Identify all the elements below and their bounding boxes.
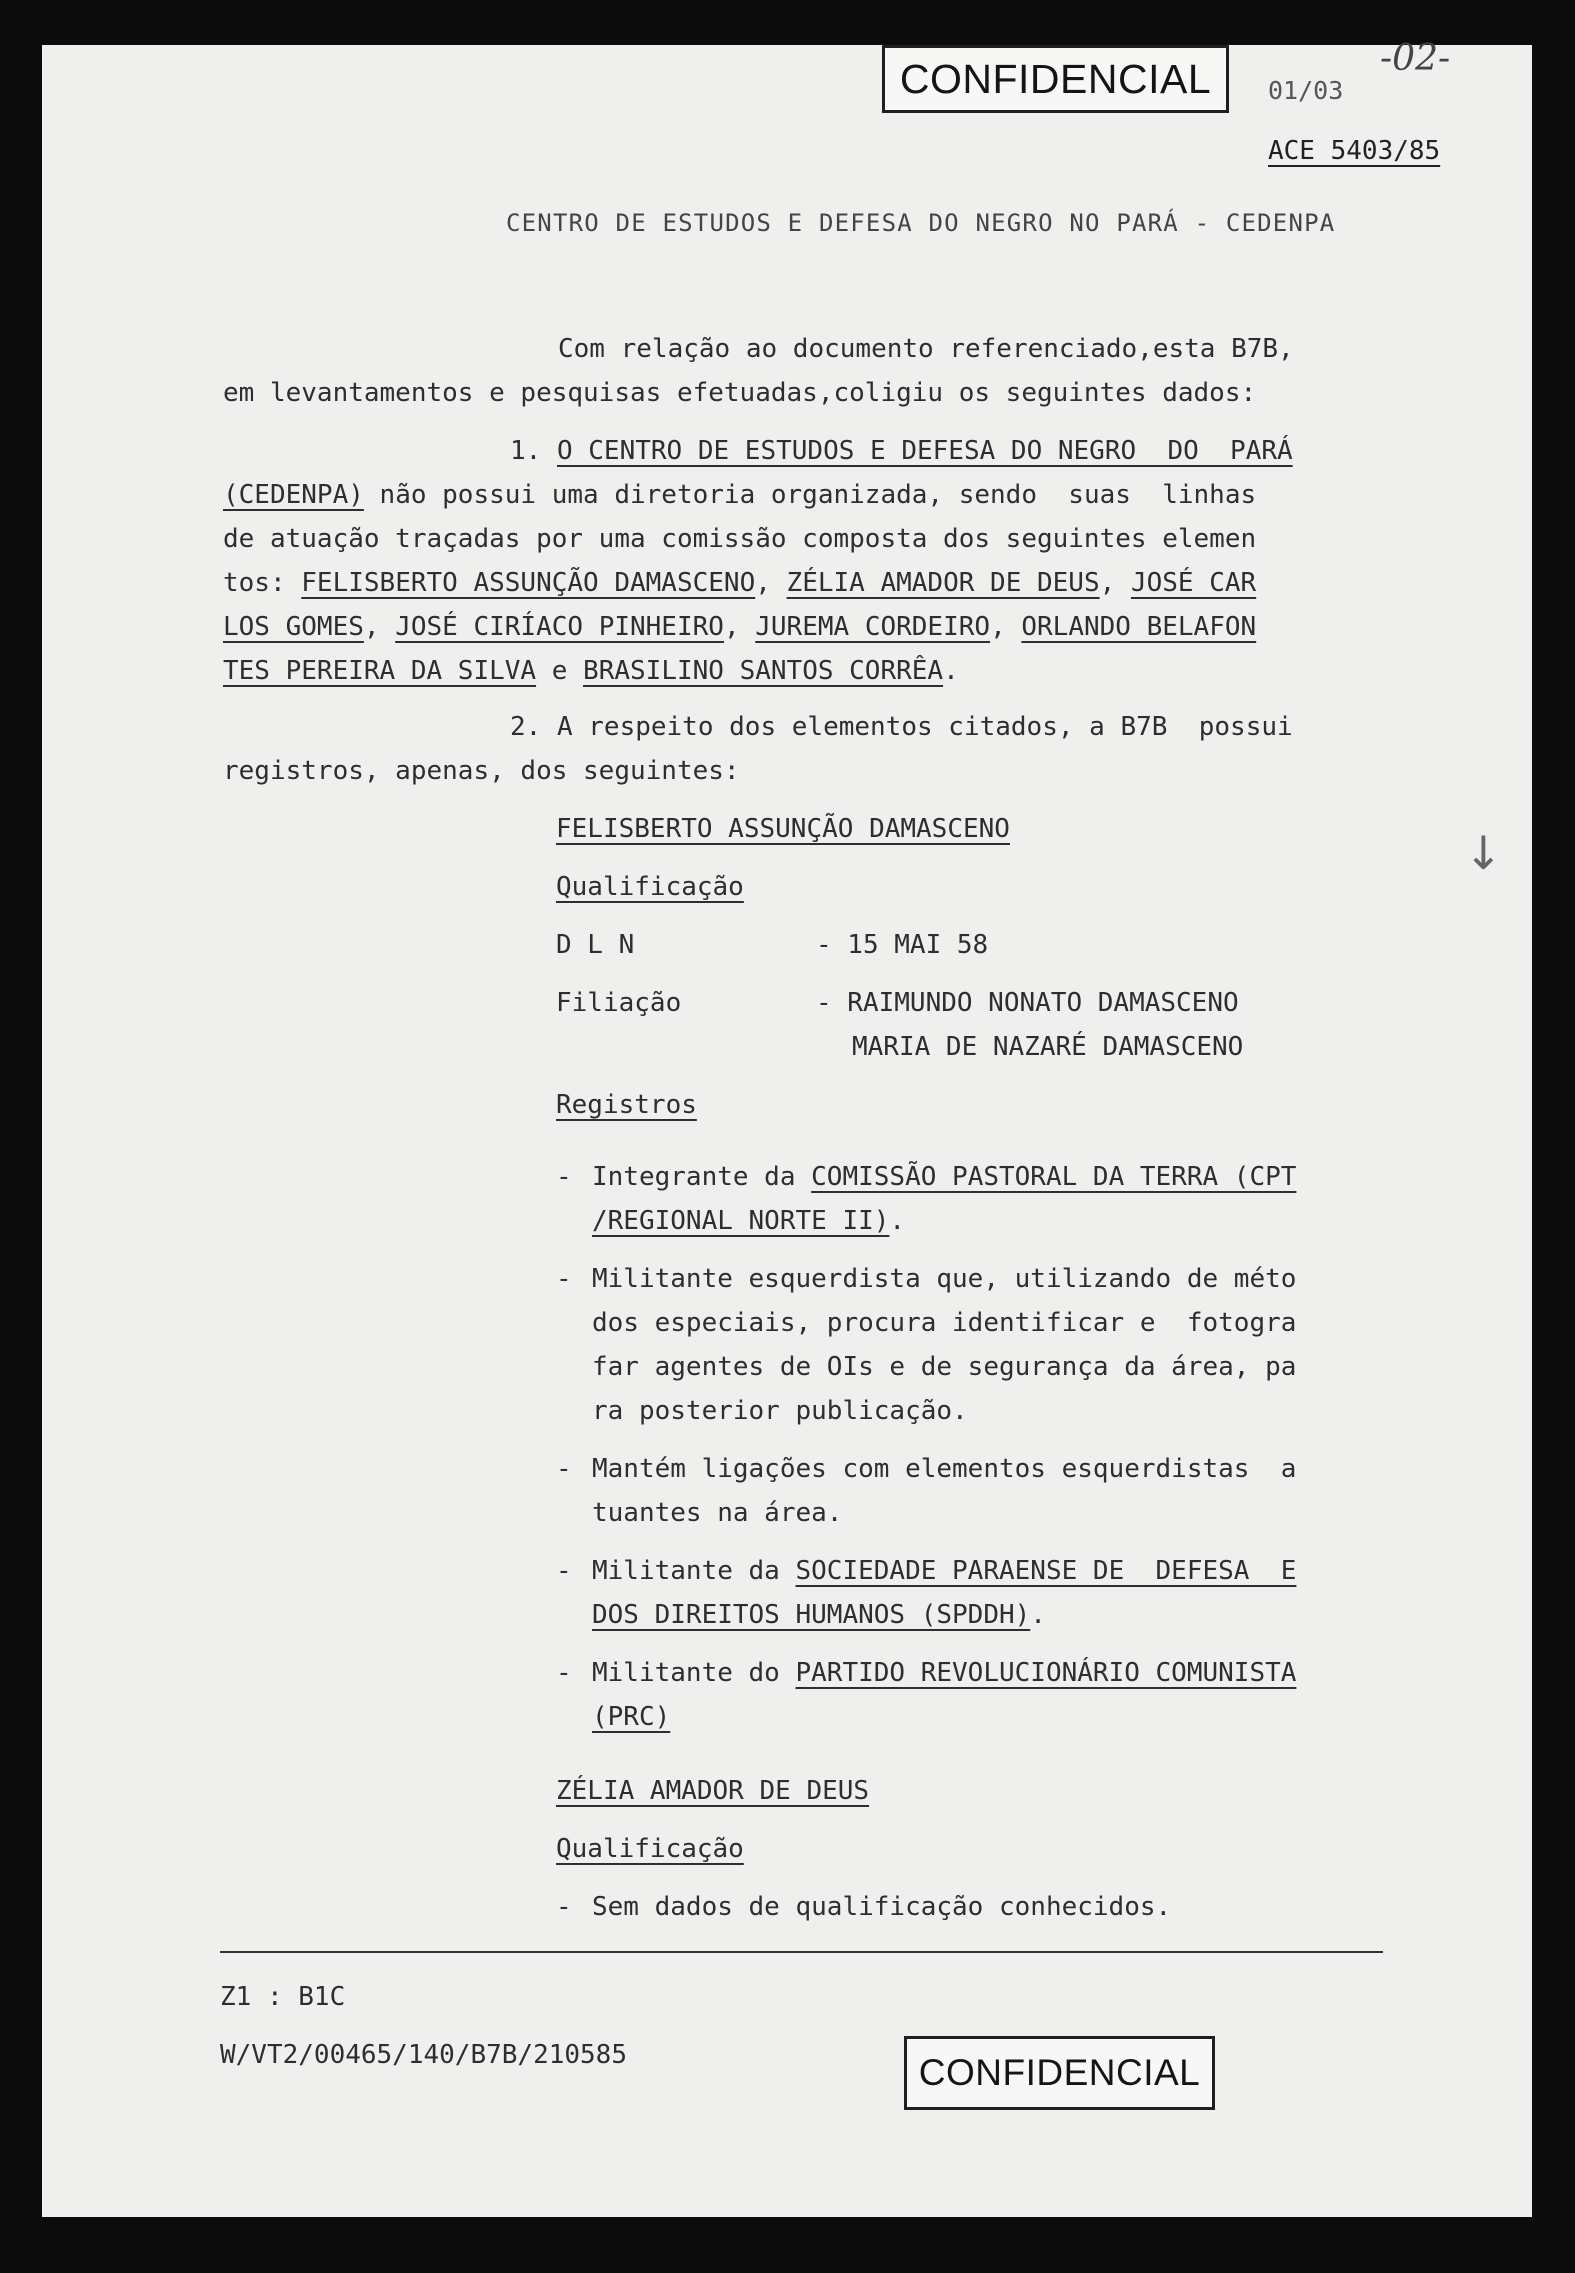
qualification-heading: Qualificação bbox=[556, 872, 744, 902]
org-name: PARTIDO REVOLUCIONÁRIO COMUNISTA bbox=[795, 1658, 1297, 1688]
text-run: Militante da bbox=[592, 1556, 796, 1586]
intro-line-1: Com relação ao documento referenciado,esta B7B, bbox=[558, 334, 1294, 364]
record-1-line-1 bbox=[592, 1162, 1296, 1192]
confidential-stamp-top: CONFIDENCIAL bbox=[882, 45, 1229, 113]
separator: , bbox=[363, 612, 396, 642]
filiacao-value-2: MARIA DE NAZARÉ DAMASCENO bbox=[852, 1032, 1244, 1062]
item-1-line-3: de atuação traçadas por uma comissão composta dos seguintes elemen bbox=[223, 524, 1257, 554]
qualification-heading: Qualificação bbox=[556, 1834, 744, 1864]
handwritten-page-mark: -02- bbox=[1380, 38, 1451, 79]
separator: , bbox=[755, 568, 787, 598]
item-1-line-5 bbox=[223, 612, 1256, 642]
org-name: DOS DIREITOS HUMANOS (SPDDH) bbox=[592, 1600, 1031, 1630]
record-4-dash: - bbox=[556, 1556, 572, 1586]
record-4-line-2 bbox=[592, 1600, 1046, 1630]
text-run: tos: bbox=[223, 568, 302, 598]
footer-rule bbox=[220, 1951, 1383, 1953]
text-run: . bbox=[889, 1206, 906, 1236]
ace-reference: ACE 5403/85 bbox=[1268, 136, 1441, 166]
person-2-name: ZÉLIA AMADOR DE DEUS bbox=[556, 1776, 870, 1806]
member-name: JOSÉ CIRÍACO PINHEIRO bbox=[395, 612, 724, 642]
record-2-line-1: Militante esquerdista que, utilizando de méto bbox=[592, 1264, 1297, 1294]
record-1-dash: - bbox=[556, 1162, 572, 1192]
item-2-line-2: registros, apenas, dos seguintes: bbox=[223, 756, 740, 786]
member-name: TES PEREIRA DA SILVA bbox=[223, 656, 537, 686]
member-name: JOSÉ CAR bbox=[1130, 568, 1257, 598]
page-number: 01/03 bbox=[1268, 76, 1344, 105]
record-5-dash: - bbox=[556, 1658, 572, 1688]
registros-heading: Registros bbox=[556, 1090, 697, 1120]
separator: , bbox=[990, 612, 1022, 642]
org-name: /REGIONAL NORTE II) bbox=[592, 1206, 890, 1236]
record-3-line-2: tuantes na área. bbox=[592, 1498, 843, 1528]
member-name: BRASILINO SANTOS CORRÊA bbox=[583, 656, 944, 686]
record-1-line-2 bbox=[592, 1206, 905, 1236]
member-name: JUREMA CORDEIRO bbox=[755, 612, 991, 642]
person-1-name: FELISBERTO ASSUNÇÃO DAMASCENO bbox=[556, 814, 1010, 844]
item-2-line-1: 2. A respeito dos elementos citados, a B7B possui bbox=[510, 712, 1293, 742]
record-5-line-2: (PRC) bbox=[592, 1702, 671, 1732]
item-number: 1. bbox=[510, 436, 557, 466]
record-2-line-2: dos especiais, procura identificar e fotogra bbox=[592, 1308, 1297, 1338]
qualification-dash: - bbox=[556, 1892, 572, 1922]
dln-label: D L N bbox=[556, 930, 635, 960]
member-name: ORLANDO BELAFON bbox=[1021, 612, 1257, 642]
item-1-line-1 bbox=[510, 436, 1293, 466]
org-name: COMISSÃO PASTORAL DA TERRA (CPT bbox=[811, 1162, 1297, 1192]
text-run: Integrante da bbox=[592, 1162, 812, 1192]
footer-code: Z1 : B1C bbox=[220, 1982, 346, 2012]
org-name: SOCIEDADE PARAENSE DE DEFESA E bbox=[795, 1556, 1297, 1586]
org-acronym: (CEDENPA) bbox=[223, 480, 364, 510]
record-2-line-3: far agentes de OIs e de segurança da área, pa bbox=[592, 1352, 1297, 1382]
handwritten-arrow-icon: ↓ bbox=[1464, 826, 1503, 880]
separator: , bbox=[1099, 568, 1131, 598]
text-run: . bbox=[943, 656, 959, 686]
separator: , bbox=[723, 612, 756, 642]
filiacao-label: Filiação bbox=[556, 988, 682, 1018]
member-name: ZÉLIA AMADOR DE DEUS bbox=[786, 568, 1100, 598]
document-header: CENTRO DE ESTUDOS E DEFESA DO NEGRO NO PARÁ - CEDENPA bbox=[506, 209, 1336, 237]
footer-reference: W/VT2/00465/140/B7B/210585 bbox=[220, 2040, 627, 2070]
qualification-text: Sem dados de qualificação conhecidos. bbox=[592, 1892, 1172, 1922]
item-1-line-4 bbox=[223, 568, 1256, 598]
filiacao-value-1: - RAIMUNDO NONATO DAMASCENO bbox=[816, 988, 1239, 1018]
member-name: FELISBERTO ASSUNÇÃO DAMASCENO bbox=[301, 568, 756, 598]
item-1-line-2 bbox=[223, 480, 1256, 510]
org-name: O CENTRO DE ESTUDOS E DEFESA DO NEGRO DO PARÁ bbox=[556, 436, 1293, 466]
text-run: e bbox=[536, 656, 584, 686]
record-4-line-1 bbox=[592, 1556, 1296, 1586]
text-run: Militante do bbox=[592, 1658, 796, 1688]
text-run: . bbox=[1030, 1600, 1046, 1630]
record-5-line-1 bbox=[592, 1658, 1296, 1688]
member-name: LOS GOMES bbox=[223, 612, 364, 642]
dln-value: - 15 MAI 58 bbox=[816, 930, 989, 960]
intro-line-2: em levantamentos e pesquisas efetuadas,coligiu os seguintes dados: bbox=[223, 378, 1257, 408]
record-3-dash: - bbox=[556, 1454, 572, 1484]
record-2-line-4: ra posterior publicação. bbox=[592, 1396, 968, 1426]
confidential-stamp-bottom: CONFIDENCIAL bbox=[904, 2036, 1215, 2110]
item-1-line-6 bbox=[223, 656, 959, 686]
record-2-dash: - bbox=[556, 1264, 572, 1294]
record-3-line-1: Mantém ligações com elementos esquerdistas a bbox=[592, 1454, 1297, 1484]
text-run: não possui uma diretoria organizada, sendo suas linhas bbox=[363, 480, 1257, 510]
